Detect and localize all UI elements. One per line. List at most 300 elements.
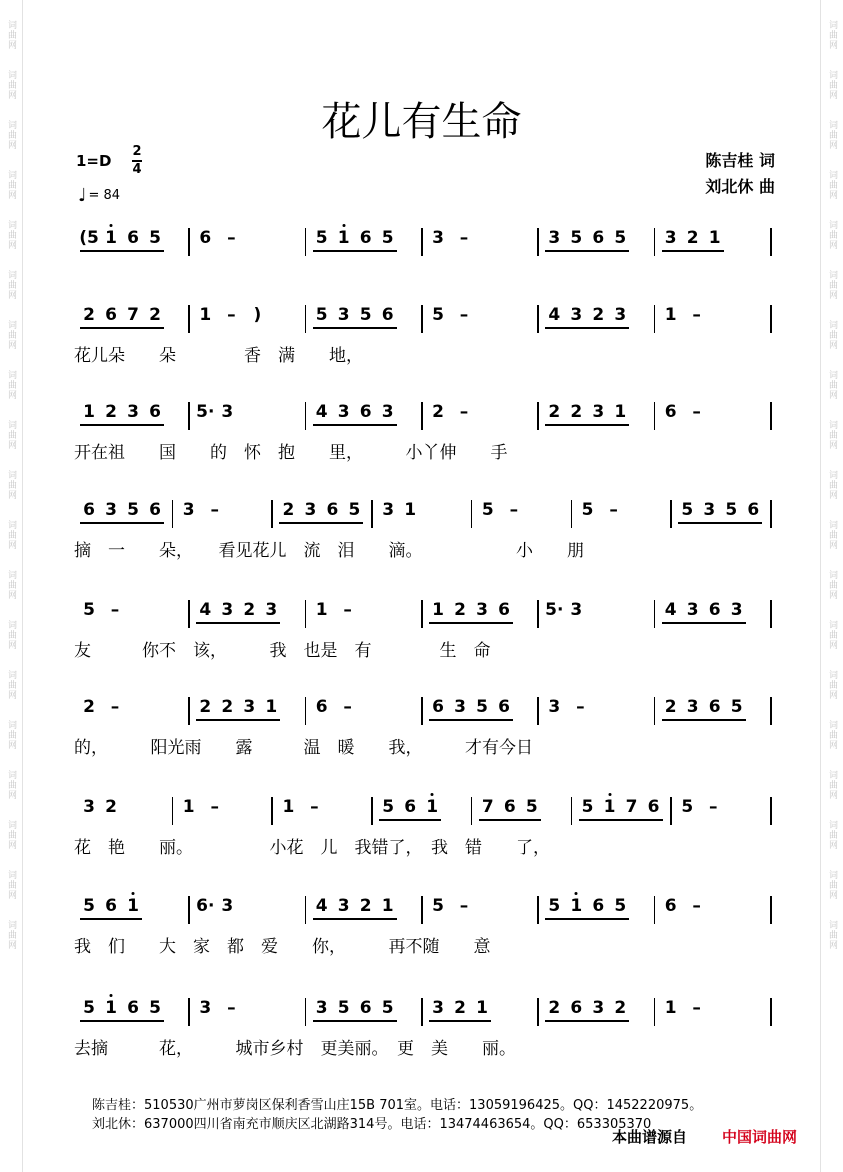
- watermark-text: 词曲网: [827, 520, 837, 550]
- octave-dot-above: [608, 793, 611, 796]
- composer-credit: 刘北休 曲: [705, 177, 775, 196]
- measure: [660, 402, 768, 422]
- note: 3: [221, 896, 234, 916]
- measure: [178, 797, 270, 817]
- bar-line: [188, 402, 190, 430]
- note: 3: [221, 600, 234, 620]
- note: 2: [664, 697, 677, 717]
- note: 5: [83, 896, 95, 916]
- note: 3: [381, 402, 394, 422]
- note: 2: [83, 305, 95, 325]
- note: –: [310, 797, 319, 817]
- note: 2: [454, 998, 466, 1018]
- credits: [705, 148, 775, 200]
- note: 2: [548, 998, 561, 1018]
- note: –: [576, 697, 585, 717]
- measure: [427, 998, 535, 1018]
- eighth-beam: [429, 622, 513, 624]
- note: 6: [432, 697, 444, 717]
- eighth-beam: [196, 719, 280, 721]
- lyric-line: 花儿朵 朵 香 满 地，: [74, 346, 363, 366]
- note: 3: [592, 998, 605, 1018]
- bar-line: [371, 500, 373, 528]
- octave-dot-above: [110, 994, 113, 997]
- note: 3: [221, 402, 234, 422]
- measure: [660, 305, 768, 325]
- bar-line: [770, 402, 772, 430]
- note: ): [253, 305, 262, 325]
- measure: [78, 600, 186, 620]
- bar-line: [471, 797, 473, 825]
- bar-line: [271, 500, 273, 528]
- note: 2: [105, 402, 117, 422]
- note: 3: [337, 305, 350, 325]
- watermark-text: 词曲网: [6, 670, 16, 700]
- contact-footer: [92, 1096, 702, 1134]
- note: 1: [265, 697, 278, 717]
- bar-line: [770, 697, 772, 725]
- bar-line: [421, 896, 423, 924]
- note: –: [227, 998, 236, 1018]
- bar-line: [537, 228, 539, 256]
- note: 5: [570, 228, 583, 248]
- note: 6: [404, 797, 417, 817]
- measure: [78, 797, 170, 817]
- watermark-text: 词曲网: [827, 870, 837, 900]
- bar-line: [571, 500, 573, 528]
- watermark-text: 词曲网: [6, 20, 16, 50]
- watermark-text: 词曲网: [6, 520, 16, 550]
- note: 5: [581, 797, 594, 817]
- time-signature: [132, 145, 142, 177]
- note: 7: [481, 797, 494, 817]
- bar-line: [770, 500, 772, 528]
- measure: [78, 228, 186, 248]
- eighth-beam: [545, 1020, 629, 1022]
- measure: [543, 228, 651, 248]
- key-signature: 1=D: [76, 152, 112, 170]
- note: 3: [337, 402, 350, 422]
- note: 5: [337, 998, 350, 1018]
- bar-line: [371, 797, 373, 825]
- bar-line: [537, 896, 539, 924]
- measure: [660, 896, 768, 916]
- bar-line: [305, 402, 307, 430]
- bar-line: [305, 697, 307, 725]
- note: –: [692, 998, 701, 1018]
- note: –: [692, 896, 701, 916]
- lyricist-credit: 陈吉桂 词: [705, 151, 775, 170]
- note: 1: [664, 305, 677, 325]
- eighth-beam: [545, 327, 629, 329]
- note: 1: [282, 797, 295, 817]
- note: 6: [647, 797, 660, 817]
- note: 2: [432, 402, 444, 422]
- measure: [577, 797, 669, 817]
- note: –: [227, 305, 236, 325]
- eighth-beam: [678, 522, 762, 524]
- note: 3: [570, 305, 583, 325]
- note: –: [343, 600, 352, 620]
- eighth-beam: [80, 522, 164, 524]
- note: 2: [686, 228, 699, 248]
- bar-line: [305, 228, 307, 256]
- note: 6: [664, 896, 677, 916]
- bar-line: [421, 998, 423, 1026]
- note: 6: [326, 500, 339, 520]
- measure: [78, 500, 170, 520]
- note: 2: [614, 998, 627, 1018]
- note: 2: [454, 600, 466, 620]
- measure: [427, 228, 535, 248]
- note: 5: [315, 305, 328, 325]
- measure: [78, 402, 186, 422]
- eighth-beam: [313, 327, 397, 329]
- note: 1: [476, 998, 488, 1018]
- eighth-beam: [313, 424, 397, 426]
- measure: [311, 402, 419, 422]
- eighth-beam: [579, 819, 663, 821]
- watermark-text: 词曲网: [827, 20, 837, 50]
- bar-line: [537, 697, 539, 725]
- measure: [543, 697, 651, 717]
- measure: [660, 600, 768, 620]
- bar-line: [654, 998, 656, 1026]
- measure: [660, 998, 768, 1018]
- note: 6: [105, 896, 117, 916]
- watermark-text: 词曲网: [6, 870, 16, 900]
- bar-line: [670, 500, 672, 528]
- note: 2: [570, 402, 583, 422]
- note: 5: [614, 896, 627, 916]
- watermark-text: 词曲网: [827, 320, 837, 350]
- note: 4: [199, 600, 212, 620]
- watermark-text: 词曲网: [6, 220, 16, 250]
- note: 3: [614, 305, 627, 325]
- lyric-line: 摘 一 朵， 看见花儿 流 泪 滴。 小 朋: [74, 541, 584, 561]
- measure: [194, 998, 302, 1018]
- note: 3: [664, 228, 677, 248]
- lyric-line: 开在祖 国 的 怀 抱 里， 小丫伸 手: [74, 443, 508, 463]
- note: 4: [315, 896, 328, 916]
- note: 3: [548, 697, 561, 717]
- bar-line: [188, 998, 190, 1026]
- measure: [194, 228, 302, 248]
- measure: [194, 402, 302, 422]
- measure: [543, 600, 651, 620]
- lyric-line: 我 们 大 家 都 爱 你， 再不随 意: [74, 937, 491, 957]
- eighth-beam: [662, 719, 746, 721]
- watermark-text: 词曲网: [6, 270, 16, 300]
- eighth-beam: [313, 918, 397, 920]
- note: 2: [282, 500, 295, 520]
- watermark-text: 词曲网: [6, 570, 16, 600]
- eighth-beam: [80, 327, 164, 329]
- measure: [311, 998, 419, 1018]
- bar-line: [770, 228, 772, 256]
- note: 5: [581, 500, 594, 520]
- note: (5: [79, 228, 99, 248]
- note: 1: [381, 896, 394, 916]
- measure: [477, 797, 569, 817]
- left-watermark-strip: [0, 0, 23, 1172]
- note: 5: [730, 697, 743, 717]
- measure: [194, 697, 302, 717]
- note: –: [210, 500, 219, 520]
- note: 4: [315, 402, 328, 422]
- note: 3: [382, 500, 395, 520]
- eighth-beam: [545, 918, 629, 920]
- measure: [543, 896, 651, 916]
- bar-line: [421, 697, 423, 725]
- eighth-beam: [279, 522, 363, 524]
- note: 1: [708, 228, 721, 248]
- note: 1: [599, 797, 621, 817]
- bar-line: [770, 896, 772, 924]
- lyric-line: 花 艳 丽。 小花 儿 我错了， 我 错 了，: [74, 838, 550, 858]
- note: 3: [127, 402, 139, 422]
- note: 5: [83, 600, 95, 620]
- watermark-text: 词曲网: [827, 920, 837, 950]
- bar-line: [305, 998, 307, 1026]
- watermark-text: 词曲网: [6, 170, 16, 200]
- measure: [78, 896, 186, 916]
- note: 2: [83, 697, 95, 717]
- note: 6: [664, 402, 677, 422]
- watermark-text: 词曲网: [827, 420, 837, 450]
- watermark-text: 词曲网: [827, 170, 837, 200]
- note: 5: [127, 500, 139, 520]
- note: 1: [100, 228, 122, 248]
- watermark-text: 词曲网: [827, 70, 837, 100]
- measure: [311, 305, 419, 325]
- measure: [311, 600, 419, 620]
- eighth-beam: [313, 1020, 397, 1022]
- measure: [427, 600, 535, 620]
- note: 2: [221, 697, 234, 717]
- note: 5: [681, 500, 694, 520]
- measure: [311, 697, 419, 717]
- bar-line: [654, 228, 656, 256]
- lyricist-contact: 陈吉桂：510530广州市萝岗区保利香雪山庄15B 701室。电话：13059196425。QQ：1452220975。: [92, 1098, 703, 1113]
- eighth-beam: [196, 622, 280, 624]
- measure: [194, 600, 302, 620]
- watermark-text: 词曲网: [827, 470, 837, 500]
- watermark-text: 词曲网: [827, 770, 837, 800]
- watermark-text: 词曲网: [827, 570, 837, 600]
- note: 6: [105, 305, 117, 325]
- note: 3: [315, 998, 328, 1018]
- note: 1: [432, 600, 444, 620]
- watermark-text: 词曲网: [6, 820, 16, 850]
- lyric-line: 友 你不 该， 我 也是 有 生 命: [74, 641, 491, 661]
- measure: [543, 402, 651, 422]
- note: 2: [149, 305, 161, 325]
- bar-line: [654, 896, 656, 924]
- measure: [194, 305, 302, 325]
- note: 1: [664, 998, 677, 1018]
- note: 3: [83, 797, 95, 817]
- bar-line: [654, 402, 656, 430]
- note: 6: [199, 228, 212, 248]
- bar-line: [188, 896, 190, 924]
- watermark-text: 词曲网: [6, 70, 16, 100]
- bar-line: [770, 797, 772, 825]
- note: 6: [149, 500, 161, 520]
- note: 1: [100, 998, 122, 1018]
- note: 5: [432, 305, 444, 325]
- note: 1: [315, 600, 328, 620]
- note: –: [110, 697, 120, 717]
- note: –: [210, 797, 219, 817]
- bar-line: [305, 305, 307, 333]
- lyric-line: 的， 阳光雨 露 温 暖 我， 才有今日: [74, 738, 533, 758]
- note: 5: [315, 228, 328, 248]
- note: –: [709, 797, 718, 817]
- measure: [78, 998, 186, 1018]
- note: –: [343, 697, 352, 717]
- note: 6: [149, 402, 161, 422]
- measure: [427, 896, 535, 916]
- octave-dot-above: [132, 892, 135, 895]
- note: –: [459, 228, 469, 248]
- note: 1: [421, 797, 443, 817]
- note: 5: [681, 797, 694, 817]
- note: 6: [315, 697, 328, 717]
- measure: [377, 797, 469, 817]
- note: 5: [149, 998, 161, 1018]
- note: 6: [592, 896, 605, 916]
- bar-line: [421, 228, 423, 256]
- note: 6: [381, 305, 394, 325]
- eighth-beam: [479, 819, 541, 821]
- measure: [178, 500, 270, 520]
- note: 3: [337, 896, 350, 916]
- measure: [311, 228, 419, 248]
- bar-line: [571, 797, 573, 825]
- note: 5: [381, 998, 394, 1018]
- watermark-text: 词曲网: [827, 620, 837, 650]
- note: 4: [548, 305, 561, 325]
- note: 5: [381, 228, 394, 248]
- note: 5·: [545, 600, 564, 620]
- note: –: [227, 228, 236, 248]
- watermark-text: 词曲网: [6, 320, 16, 350]
- measure: [543, 305, 651, 325]
- watermark-text: 词曲网: [6, 120, 16, 150]
- note: 5: [525, 797, 538, 817]
- note: 1: [122, 896, 144, 916]
- measure: [427, 697, 535, 717]
- note: –: [609, 500, 618, 520]
- note: 3: [182, 500, 195, 520]
- bar-line: [188, 228, 190, 256]
- note: 6: [127, 998, 139, 1018]
- note: 2: [243, 600, 256, 620]
- bar-line: [188, 600, 190, 628]
- bar-line: [654, 600, 656, 628]
- note: 1: [404, 500, 417, 520]
- note: 6: [498, 697, 510, 717]
- octave-dot-above: [110, 224, 113, 227]
- bar-line: [471, 500, 473, 528]
- watermark-text: 词曲网: [827, 670, 837, 700]
- note: –: [459, 402, 469, 422]
- note: 5·: [196, 402, 215, 422]
- watermark-text: 词曲网: [827, 270, 837, 300]
- note: 6: [708, 697, 721, 717]
- watermark-text: 词曲网: [827, 720, 837, 750]
- tempo-marking: [78, 184, 121, 206]
- eighth-beam: [545, 424, 629, 426]
- note: 6: [570, 998, 583, 1018]
- note: 3: [243, 697, 256, 717]
- note: 5: [348, 500, 361, 520]
- measure: [277, 797, 369, 817]
- bar-line: [654, 697, 656, 725]
- bar-line: [654, 305, 656, 333]
- note: –: [459, 305, 469, 325]
- eighth-beam: [429, 1020, 491, 1022]
- note: 1: [199, 305, 212, 325]
- bar-line: [670, 797, 672, 825]
- quarter-note-icon: ♩: [78, 184, 87, 206]
- note: –: [110, 600, 120, 620]
- source-label: 本曲谱源自: [612, 1128, 688, 1146]
- measure: [543, 998, 651, 1018]
- bar-line: [172, 797, 174, 825]
- note: 5: [476, 697, 488, 717]
- time-signature-top: 2: [132, 144, 142, 159]
- note: 3: [199, 998, 212, 1018]
- source-site-link[interactable]: 中国词曲网: [722, 1128, 798, 1146]
- note: 5: [725, 500, 738, 520]
- bar-line: [188, 305, 190, 333]
- eighth-beam: [429, 719, 513, 721]
- bar-line: [271, 797, 273, 825]
- bar-line: [305, 600, 307, 628]
- watermark-text: 词曲网: [6, 470, 16, 500]
- bar-line: [172, 500, 174, 528]
- measure: [660, 697, 768, 717]
- watermark-text: 词曲网: [6, 420, 16, 450]
- note: 6: [708, 600, 721, 620]
- measure: [311, 896, 419, 916]
- watermark-text: 词曲网: [827, 820, 837, 850]
- measure: [660, 228, 768, 248]
- watermark-text: 词曲网: [6, 770, 16, 800]
- note: 6: [359, 998, 372, 1018]
- note: 5: [481, 500, 494, 520]
- note: 6: [83, 500, 95, 520]
- note: 2: [592, 305, 605, 325]
- bar-line: [421, 402, 423, 430]
- measure: [427, 402, 535, 422]
- note: 3: [730, 600, 743, 620]
- measure: [78, 305, 186, 325]
- octave-dot-above: [575, 892, 578, 895]
- note: –: [692, 402, 701, 422]
- measure: [78, 697, 186, 717]
- watermark-text: 词曲网: [827, 370, 837, 400]
- note: 7: [625, 797, 638, 817]
- note: 1: [182, 797, 195, 817]
- note: 3: [686, 697, 699, 717]
- note: 7: [127, 305, 139, 325]
- octave-dot-above: [431, 793, 434, 796]
- note: 2: [105, 797, 117, 817]
- eighth-beam: [80, 918, 142, 920]
